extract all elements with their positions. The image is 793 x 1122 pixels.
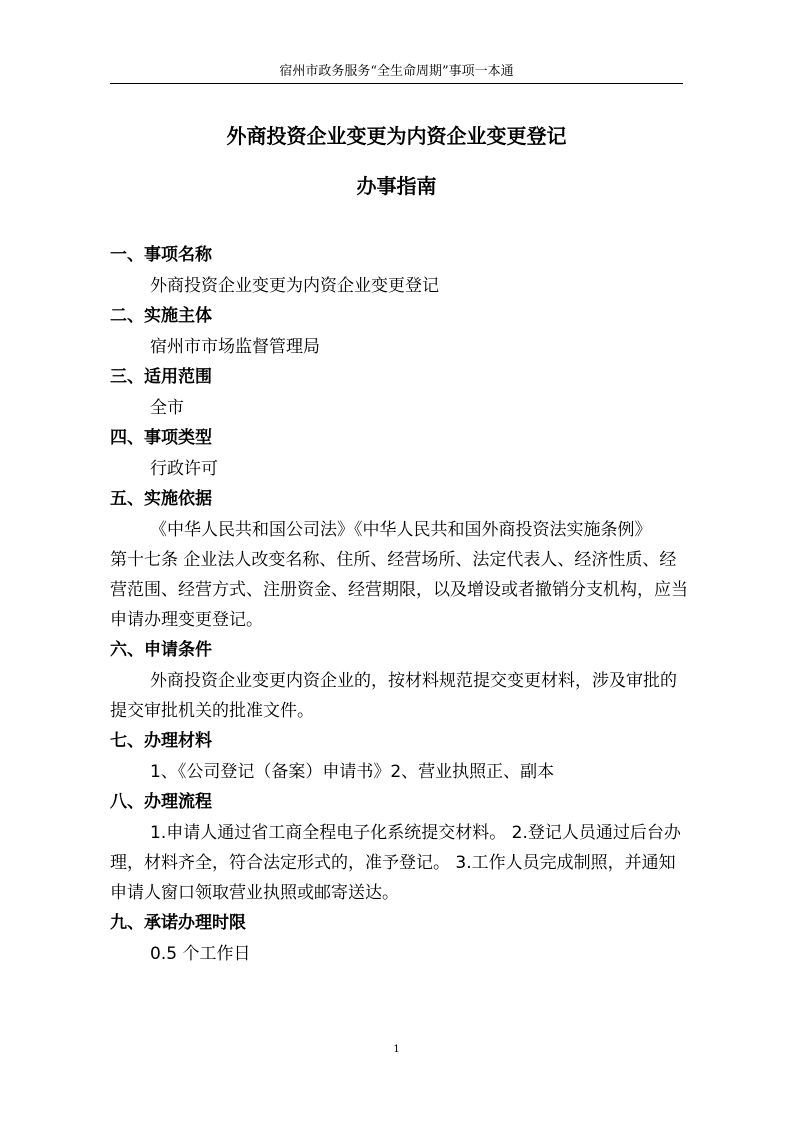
page-header: 宿州市政务服务“全生命周期”事项一本通 — [279, 64, 514, 79]
document-title: 外商投资企业变更为内资企业变更登记 — [226, 124, 567, 148]
section-content-time-limit: 0.5 个工作日 — [150, 944, 251, 964]
section-content-item-type: 行政许可 — [150, 459, 218, 479]
section-heading-legal-basis: 五、实施依据 — [110, 489, 212, 509]
document-subtitle: 办事指南 — [356, 174, 437, 198]
section-heading-process: 八、办理流程 — [110, 792, 212, 812]
page-number: 1 — [393, 1044, 400, 1055]
document-body — [110, 240, 690, 969]
header-divider — [110, 83, 683, 84]
section-heading-scope: 三、适用范围 — [110, 367, 212, 387]
section-heading-item-name: 一、事项名称 — [110, 245, 212, 265]
section-content-legal-article: 第十七条 企业法人改变名称、住所、经营场所、法定代表人、经济性质、经营范围、经营方式、注册资金、经营期限，以及增设或者撤销分支机构，应当申请办理变更登记。 — [110, 550, 688, 630]
section-content-materials: 1、《公司登记（备案）申请书》2、营业执照正、副本 — [150, 762, 555, 782]
section-content-conditions: 外商投资企业变更内资企业的，按材料规范提交变更材料，涉及审批的提交审批机关的批准文件。 — [110, 671, 677, 721]
section-content-process: 1.申请人通过省工商全程电子化系统提交材料。 2.登记人员通过后台办理，材料齐全，符合法定形式的，准予登记。 3.工作人员完成制照，并通知申请人窗口领取营业执照或邮寄送达。 — [110, 823, 681, 903]
section-heading-time-limit: 九、承诺办理时限 — [110, 913, 246, 933]
section-heading-materials: 七、办理材料 — [110, 731, 212, 751]
section-heading-implementing-body: 二、实施主体 — [110, 306, 212, 326]
section-content-item-name: 外商投资企业变更为内资企业变更登记 — [150, 276, 439, 296]
section-content-legal-basis: 《中华人民共和国公司法》《中华人民共和国外商投资法实施条例》 — [150, 520, 652, 540]
section-heading-item-type: 四、事项类型 — [110, 428, 212, 448]
section-heading-conditions: 六、申请条件 — [110, 640, 212, 660]
section-content-implementing-body: 宿州市市场监督管理局 — [150, 337, 320, 357]
section-content-scope: 全市 — [150, 398, 184, 418]
